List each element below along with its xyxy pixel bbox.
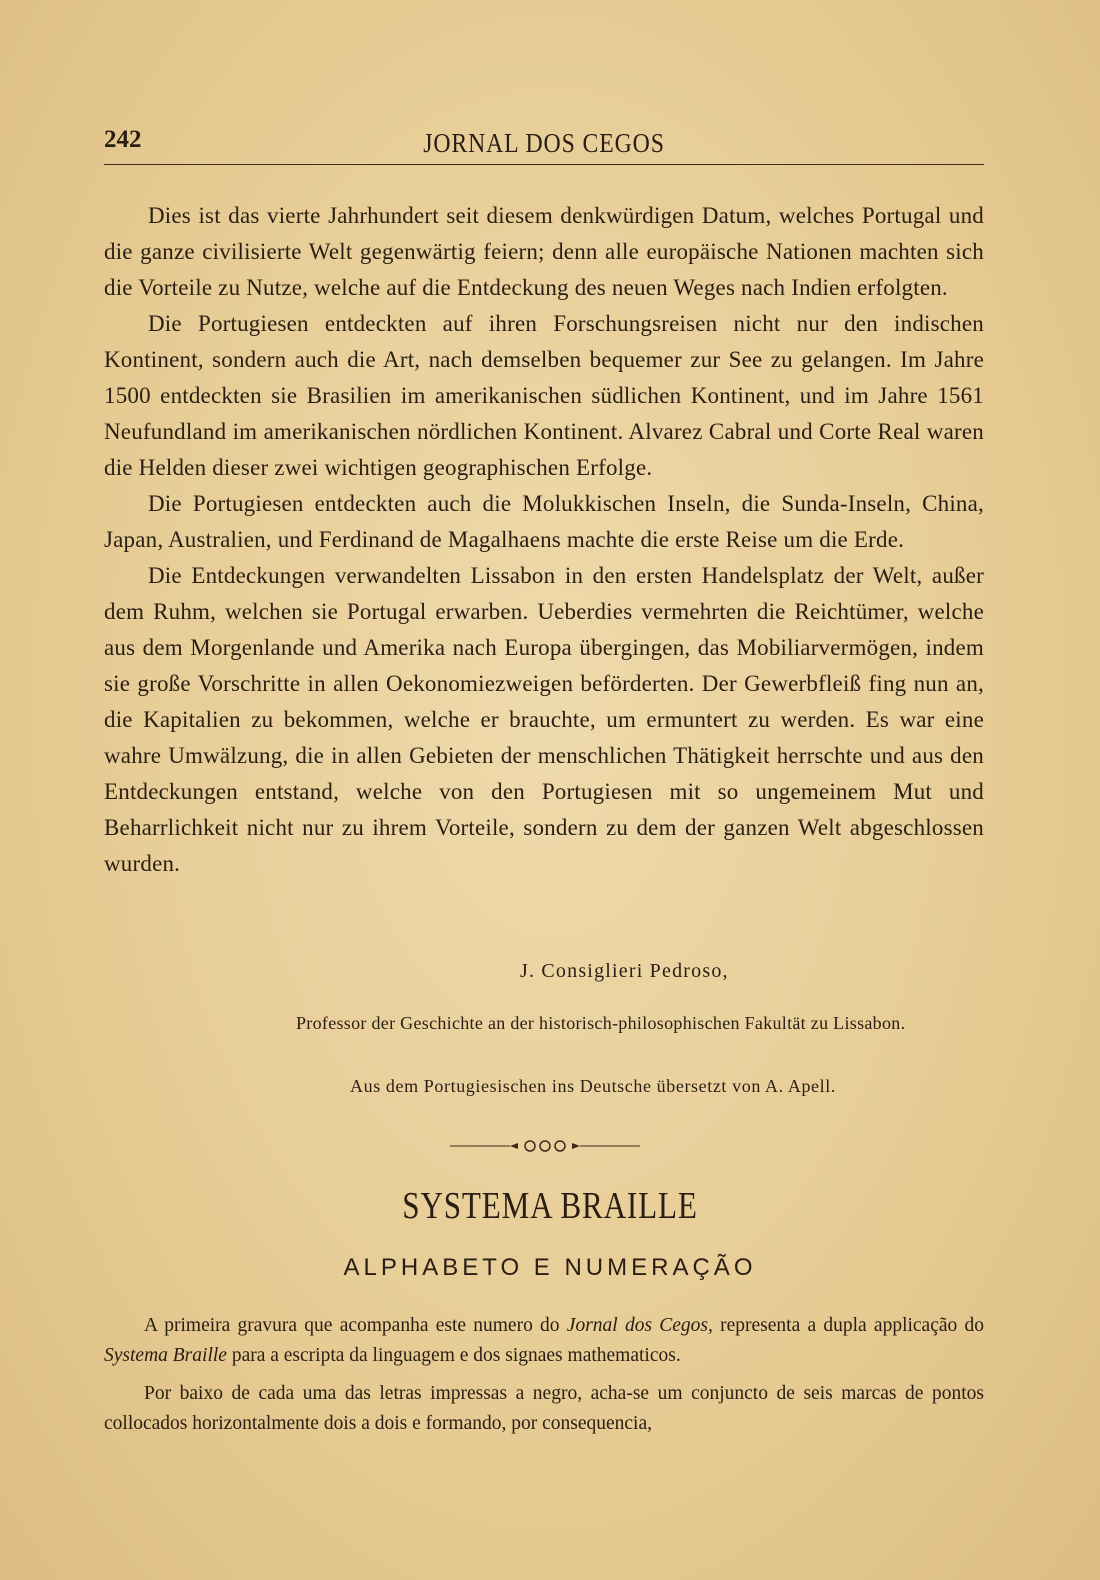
german-article-body <box>104 198 984 882</box>
translator-note: Aus dem Portugiesischen ins Deutsche übersetzt von A. Apell. <box>350 1076 836 1096</box>
section-title: SYSTEMA BRAILLE <box>402 1185 698 1227</box>
page-header <box>104 120 984 165</box>
german-paragraph-1: Dies ist das vierte Jahrhundert seit diesem denkwürdigen Datum, welches Portugal und die ganze civilisierte Welt gegenwärtig feiern; denn alle europäische Nationen machten sich die Vorteile zu Nutze, welche auf die Entdeckung des neuen Weges nach Indien erfolgten. <box>104 203 984 300</box>
section-subtitle: ALPHABETO E NUMERAÇÃO <box>343 1254 757 1281</box>
system-name-italic: Systema Braille <box>104 1345 227 1366</box>
portuguese-paragraph-2: Por baixo de cada uma das letras impressas a negro, acha-se um conjuncto de seis marcas de pontos collocados horizontalmente dois a dois e formando, por consequencia, <box>104 1383 984 1434</box>
portuguese-article-body <box>104 1311 984 1439</box>
journal-name-italic: Jornal dos Cegos, <box>566 1315 713 1336</box>
german-paragraph-3: Die Portugiesen entdeckten auch die Molukkischen Inseln, die Sunda-Inseln, China, Japan, Australien, und Ferdinand de Magalhaens machte die erste Reise um die Erde. <box>104 491 984 552</box>
page-number: 242 <box>104 126 142 153</box>
german-paragraph-2: Die Portugiesen entdeckten auf ihren Forschungsreisen nicht nur den indischen Kontinent, sondern auch die Art, nach demselben bequemer zur See zu gelangen. Im Jahre 1500 entdeckten sie Brasilien im amerikanischen südlichen Kontinent, und im Jahre 1561 Neufundland im amerikanischen nördlichen Kontinent. Alvarez Cabral und Corte Real waren die Helden dieser zwei wichtigen geographischen Erfolge. <box>104 311 984 480</box>
portuguese-paragraph-1 <box>104 1311 984 1371</box>
p1-text-a: A primeira gravura que acompanha este numero do <box>144 1315 567 1336</box>
author-signature: J. Consiglieri Pedroso, <box>520 960 729 982</box>
german-paragraph-4: Die Entdeckungen verwandelten Lissabon in den ersten Handelsplatz der Welt, außer dem Ruhm, welchen sie Portugal erwarben. Ueberdies vermehrten die Reichtümer, welche aus dem Morgenlande und Amerika nach Europa übergingen, das Mobiliarvermögen, indem sie große Vorschritte in allen Oekonomiezweigen beförderten. Der Gewerbfleiß fing nun an, die Kapitalien zu bekommen, welche er brauchte, um ermuntert zu werden. Es war eine wahre Umwälzung, die in allen Gebieten der menschlichen Thätigkeit herrschte und aus den Entdeckungen entstand, welche von den Portugiesen mit so ungemeinem Mut und Beharrlichkeit nicht nur zu ihrem Vorteile, sondern zu dem der ganzen Welt abgeschlossen wurden. <box>104 563 984 876</box>
author-affiliation: Professor der Geschichte an der historisch-philosophischen Fakultät zu Lissabon. <box>296 1013 906 1033</box>
p1-text-c: representa a dupla applicação do <box>712 1315 985 1336</box>
p1-text-e: para a escripta da linguagem e dos signaes mathematicos. <box>226 1345 681 1366</box>
journal-title: JORNAL DOS CEGOS <box>423 128 665 158</box>
section-divider-ornament <box>450 1138 640 1154</box>
